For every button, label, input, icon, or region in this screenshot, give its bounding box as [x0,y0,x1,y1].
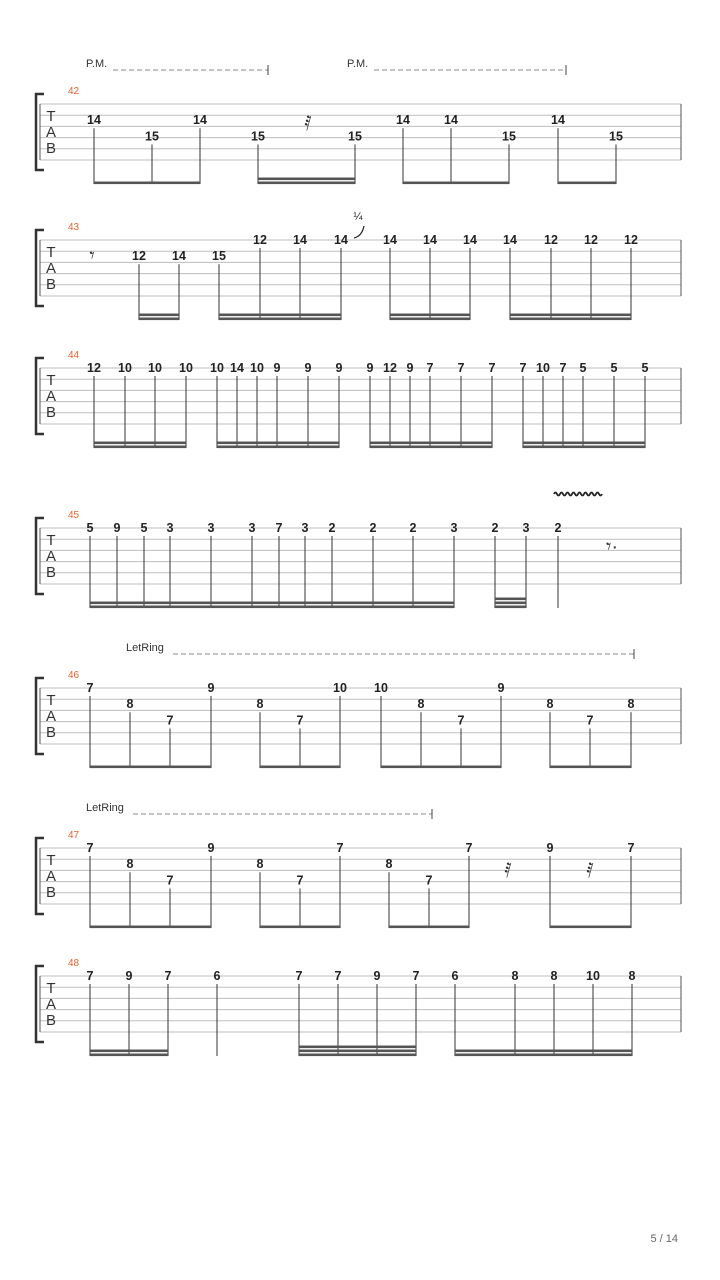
fret-number: 8 [627,697,635,712]
fret-number: 7 [296,873,304,888]
fret-number: 15 [609,129,623,144]
fret-number: 12 [132,249,146,264]
fret-number: 8 [126,697,134,712]
fret-number: 7 [86,681,94,695]
fret-number: 10 [210,361,224,375]
measure-number: 45 [68,510,80,521]
fret-number: 15 [502,129,516,144]
note-beam [258,178,355,181]
fret-number: 9 [273,361,281,375]
fret-number: 8 [628,969,636,983]
fret-number: 14 [193,113,207,128]
note-beam [390,318,470,321]
tab-clef-letter: B [45,140,57,157]
fret-number: 10 [586,969,600,983]
rest-dotted-eighth: 𝄾· [606,536,618,558]
fret-number: 9 [125,969,133,983]
note-beam [299,1054,416,1057]
fret-number: 6 [213,969,221,983]
note-beam [90,1054,168,1057]
fret-number: 3 [450,521,458,535]
fret-number: 8 [385,857,393,872]
tab-clef-letter: A [45,708,57,725]
note-beam [370,442,492,445]
fret-number: 7 [296,713,304,728]
tab-clef-letter: T [46,980,56,997]
note-beam [495,598,526,601]
tab-clef-letter: B [45,404,57,421]
fret-number: 10 [536,361,550,375]
tab-clef-letter: A [45,996,57,1013]
rest-sixteenth: 𝅀 [504,860,512,882]
fret-number: 12 [87,361,101,375]
note-beam [94,446,186,449]
fret-number: 14 [503,233,517,247]
rest-sixteenth: 𝅀 [304,113,312,135]
fret-number: 7 [295,969,303,983]
fret-number: 7 [86,841,94,855]
fret-number: 9 [406,361,414,375]
fret-number: 3 [522,521,530,535]
tab-clef-letter: A [45,124,57,141]
note-beam [90,926,211,929]
technique-label: P.M. [86,58,108,70]
note-beam [90,766,211,769]
fret-number: 14 [551,113,565,128]
note-beam [90,606,454,609]
fret-number: 7 [457,361,465,375]
note-beam [139,314,179,317]
fret-number: 7 [166,713,174,728]
bend-arrow [354,226,364,238]
note-beam [455,1050,632,1053]
note-beam [510,314,631,317]
note-beam [217,446,339,449]
rest-sixteenth: 𝅀 [586,860,594,882]
fret-number: 9 [546,841,554,855]
vibrato-mark [554,493,602,496]
tab-clef-letter: B [45,724,57,741]
fret-number: 7 [488,361,496,375]
tab-clef-letter: B [45,884,57,901]
technique-label: LetRing [126,642,164,654]
tab-clef-letter: B [45,1012,57,1029]
note-beam [390,314,470,317]
fret-number: 7 [586,713,594,728]
fret-number: 7 [425,873,433,888]
note-beam [299,1046,416,1049]
note-beam [139,318,179,321]
tab-clef-letter: B [45,564,57,581]
tab-clef-letter: T [46,244,56,261]
fret-number: 10 [250,361,264,375]
fret-number: 8 [256,857,264,872]
fret-number: 7 [627,841,635,855]
rest-eighth: 𝄾 [89,245,95,267]
note-beam [523,446,645,449]
fret-number: 8 [550,969,558,983]
fret-number: 10 [333,681,347,695]
tab-system-48 [36,958,681,1056]
technique-label: P.M. [347,58,369,70]
fret-number: 15 [251,129,265,144]
measure-number: 46 [68,670,80,681]
note-beam [495,606,526,609]
note-beam [94,182,200,185]
fret-number: 2 [409,521,417,535]
measure-number: 44 [68,350,80,361]
fret-number: 8 [546,697,554,712]
fret-number: 10 [179,361,193,375]
fret-number: 14 [87,113,101,128]
fret-number: 8 [417,697,425,712]
note-beam [90,1050,168,1053]
fret-number: 10 [148,361,162,375]
fret-number: 7 [465,841,473,855]
fret-number: 9 [366,361,374,375]
fret-number: 9 [113,521,121,535]
note-beam [370,446,492,449]
fret-number: 7 [164,969,172,983]
fret-number: 7 [336,841,344,855]
fret-number: 7 [519,361,527,375]
fret-number: 5 [641,361,649,375]
fret-number: 14 [383,233,397,247]
fret-number: 14 [230,361,244,375]
fret-number: 12 [584,233,598,247]
tab-clef-letter: A [45,260,57,277]
fret-number: 9 [207,841,215,855]
tab-system-44 [36,350,681,448]
note-beam [299,1050,416,1053]
fret-number: 8 [256,697,264,712]
fret-number: 12 [544,233,558,247]
tab-system-42 [36,58,681,184]
fret-number: 3 [207,521,215,535]
fret-number: 12 [383,361,397,375]
tab-clef-letter: A [45,548,57,565]
fret-number: 14 [444,113,458,128]
fret-number: 10 [374,681,388,695]
fret-number: 2 [491,521,499,535]
fret-number: 2 [554,521,562,535]
note-beam [94,442,186,445]
tab-clef-letter: A [45,868,57,885]
fret-number: 3 [248,521,256,535]
note-beam [217,442,339,445]
note-beam [260,766,340,769]
tab-clef-letter: T [46,108,56,125]
technique-label: LetRing [86,802,124,814]
fret-number: 9 [304,361,312,375]
measure-number: 43 [68,222,80,233]
fret-number: 8 [511,969,519,983]
fret-number: 14 [334,233,348,247]
fret-number: 14 [396,113,410,128]
note-beam [260,926,340,929]
tab-system-47 [36,802,681,928]
tab-clef-letter: T [46,852,56,869]
fret-number: 15 [348,129,362,144]
fret-number: 14 [293,233,307,247]
fret-number: 9 [335,361,343,375]
measure-number: 47 [68,830,80,841]
tab-clef-letter: T [46,372,56,389]
fret-number: 8 [126,857,134,872]
note-beam [495,602,526,605]
note-beam [455,1054,632,1057]
fret-number: 5 [86,521,94,535]
fret-number: 6 [451,969,459,983]
note-beam [523,442,645,445]
fret-number: 15 [212,249,226,264]
tab-system-45 [36,493,681,609]
bend-amount: ¼ [353,211,363,223]
page-number: 5 / 14 [650,1233,678,1245]
fret-number: 10 [118,361,132,375]
fret-number: 3 [301,521,309,535]
fret-number: 14 [423,233,437,247]
note-beam [510,318,631,321]
fret-number: 7 [457,713,465,728]
note-beam [389,926,469,929]
fret-number: 7 [166,873,174,888]
note-beam [219,318,341,321]
tab-system-43 [36,211,681,320]
fret-number: 9 [207,681,215,695]
fret-number: 7 [86,969,94,983]
fret-number: 5 [579,361,587,375]
fret-number: 7 [275,521,283,535]
note-beam [550,926,631,929]
note-beam [258,182,355,185]
tab-clef-letter: T [46,692,56,709]
note-beam [90,602,454,605]
note-beam [550,766,631,769]
fret-number: 12 [624,233,638,247]
fret-number: 7 [559,361,567,375]
fret-number: 5 [610,361,618,375]
fret-number: 14 [172,249,186,264]
note-beam [558,182,616,185]
note-beam [219,314,341,317]
fret-number: 9 [497,681,505,695]
fret-number: 2 [328,521,336,535]
tab-system-46 [36,642,681,768]
fret-number: 5 [140,521,148,535]
tab-clef-letter: B [45,276,57,293]
fret-number: 7 [412,969,420,983]
fret-number: 3 [166,521,174,535]
measure-number: 48 [68,958,80,969]
note-beam [381,766,501,769]
fret-number: 7 [334,969,342,983]
fret-number: 7 [426,361,434,375]
fret-number: 9 [373,969,381,983]
fret-number: 14 [463,233,477,247]
note-beam [403,182,509,185]
tab-clef-letter: T [46,532,56,549]
fret-number: 15 [145,129,159,144]
fret-number: 12 [253,233,267,247]
measure-number: 42 [68,86,80,97]
fret-number: 2 [369,521,377,535]
tab-clef-letter: A [45,388,57,405]
